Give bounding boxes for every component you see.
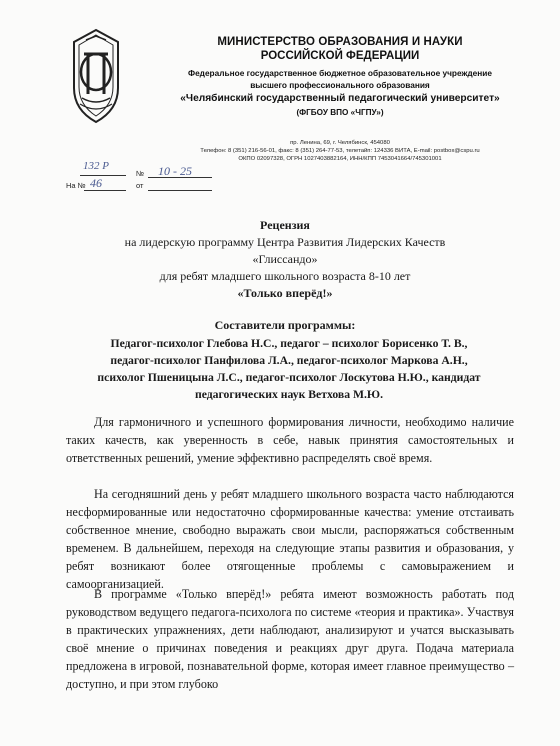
label-na-number: На №: [66, 181, 86, 190]
body-paragraph-3: В программе «Только вперёд!» ребята имеют возможность работать под руководством ведущего педагога-психолога по системе «теория и практика». Участвуя в практических упражнениях, дети наблюдают, анализируют и учатся высказывать своё мнение о причинах поведения и реакциях друг друга. Подача материала предложена в игровой, познавательной форме, которая имеет главное преимущество – доступно, и при этом глубоко: [66, 587, 514, 691]
title-line-1: на лидерскую программу Центра Развития Лидерских Качеств: [124, 235, 446, 249]
contact-phones: Телефон: 8 (351) 216-56-01, факс: 8 (351) 264-77-53, телетайп: 124336 ВИТА, E-mail: postbox@cspu.ru: [200, 148, 480, 154]
authors-line-1: Педагог-психолог Глебова Н.С., педагог – психолог Борисенко Т. В.,: [110, 337, 468, 350]
label-number: №: [136, 169, 145, 178]
institution-line-2: высшего профессионального образования: [250, 80, 430, 90]
contact-codes: ОКПО 02097328, ОГРН 1027403882164, ИНН/КПП 7453041664/745301001: [238, 156, 442, 162]
registration-number-line: [80, 175, 126, 176]
ministry-line-1: МИНИСТЕРСТВО ОБРАЗОВАНИЯ И НАУКИ: [217, 36, 463, 48]
authors-heading: Составители программы:: [214, 318, 356, 332]
university-short-name: (ФГБОУ ВПО «ЧГПУ»): [296, 108, 384, 117]
contact-address: пр. Ленина, 69, г. Челябинск, 454080: [290, 140, 390, 146]
handwritten-registration-number: 132 Р: [83, 160, 109, 172]
institution-line-1: Федеральное государственное бюджетное образовательное учреждение: [187, 68, 492, 78]
university-name: «Челябинский государственный педагогический университет»: [180, 93, 500, 104]
university-emblem-icon: [66, 28, 126, 124]
ministry-line-2: РОССИЙСКОЙ ФЕДЕРАЦИИ: [260, 50, 420, 62]
authors-line-2: педагог-психолог Панфилова Л.А., педагог-психолог Маркова А.Н.,: [110, 354, 468, 367]
body-paragraph-1: Для гармоничного и успешного формирования личности, необходимо наличие таких качеств, как уверенность в себе, навык принятия самостоятельных и ответственных решений, умение эффективно распределять своё время.: [66, 415, 514, 465]
program-name: «Только вперёд!»: [237, 286, 333, 300]
reference-date-line: [148, 190, 212, 191]
reference-number-line: [84, 190, 126, 191]
title-line-3: для ребят младшего школьного возраста 8-10 лет: [159, 269, 411, 283]
handwritten-reference: 46: [90, 176, 102, 190]
body-paragraph-2: На сегодняшний день у ребят младшего школьного возраста часто наблюдаются несформированные или недостаточно сформированные качества: умение отстаивать собственное мнение, свободно выражать свои мысли, распоряжаться собственным временем. В дальнейшем, переходя на следующие этапы развития и образования, у ребят возникают более отягощенные проблемы с самовыражением и самоорганизацией.: [66, 487, 514, 591]
authors-line-4: педагогических наук Ветхова М.Ю.: [194, 388, 384, 401]
handwritten-date: 10 - 25: [158, 164, 192, 178]
registration-date-line: [148, 177, 212, 178]
label-ot: от: [136, 181, 144, 190]
authors-line-3: психолог Пшеницына Л.С., педагог-психолог Лоскутова Н.Ю., кандидат: [97, 371, 481, 384]
document-heading: Рецензия: [260, 218, 310, 232]
title-line-2: «Глиссандо»: [252, 252, 318, 266]
